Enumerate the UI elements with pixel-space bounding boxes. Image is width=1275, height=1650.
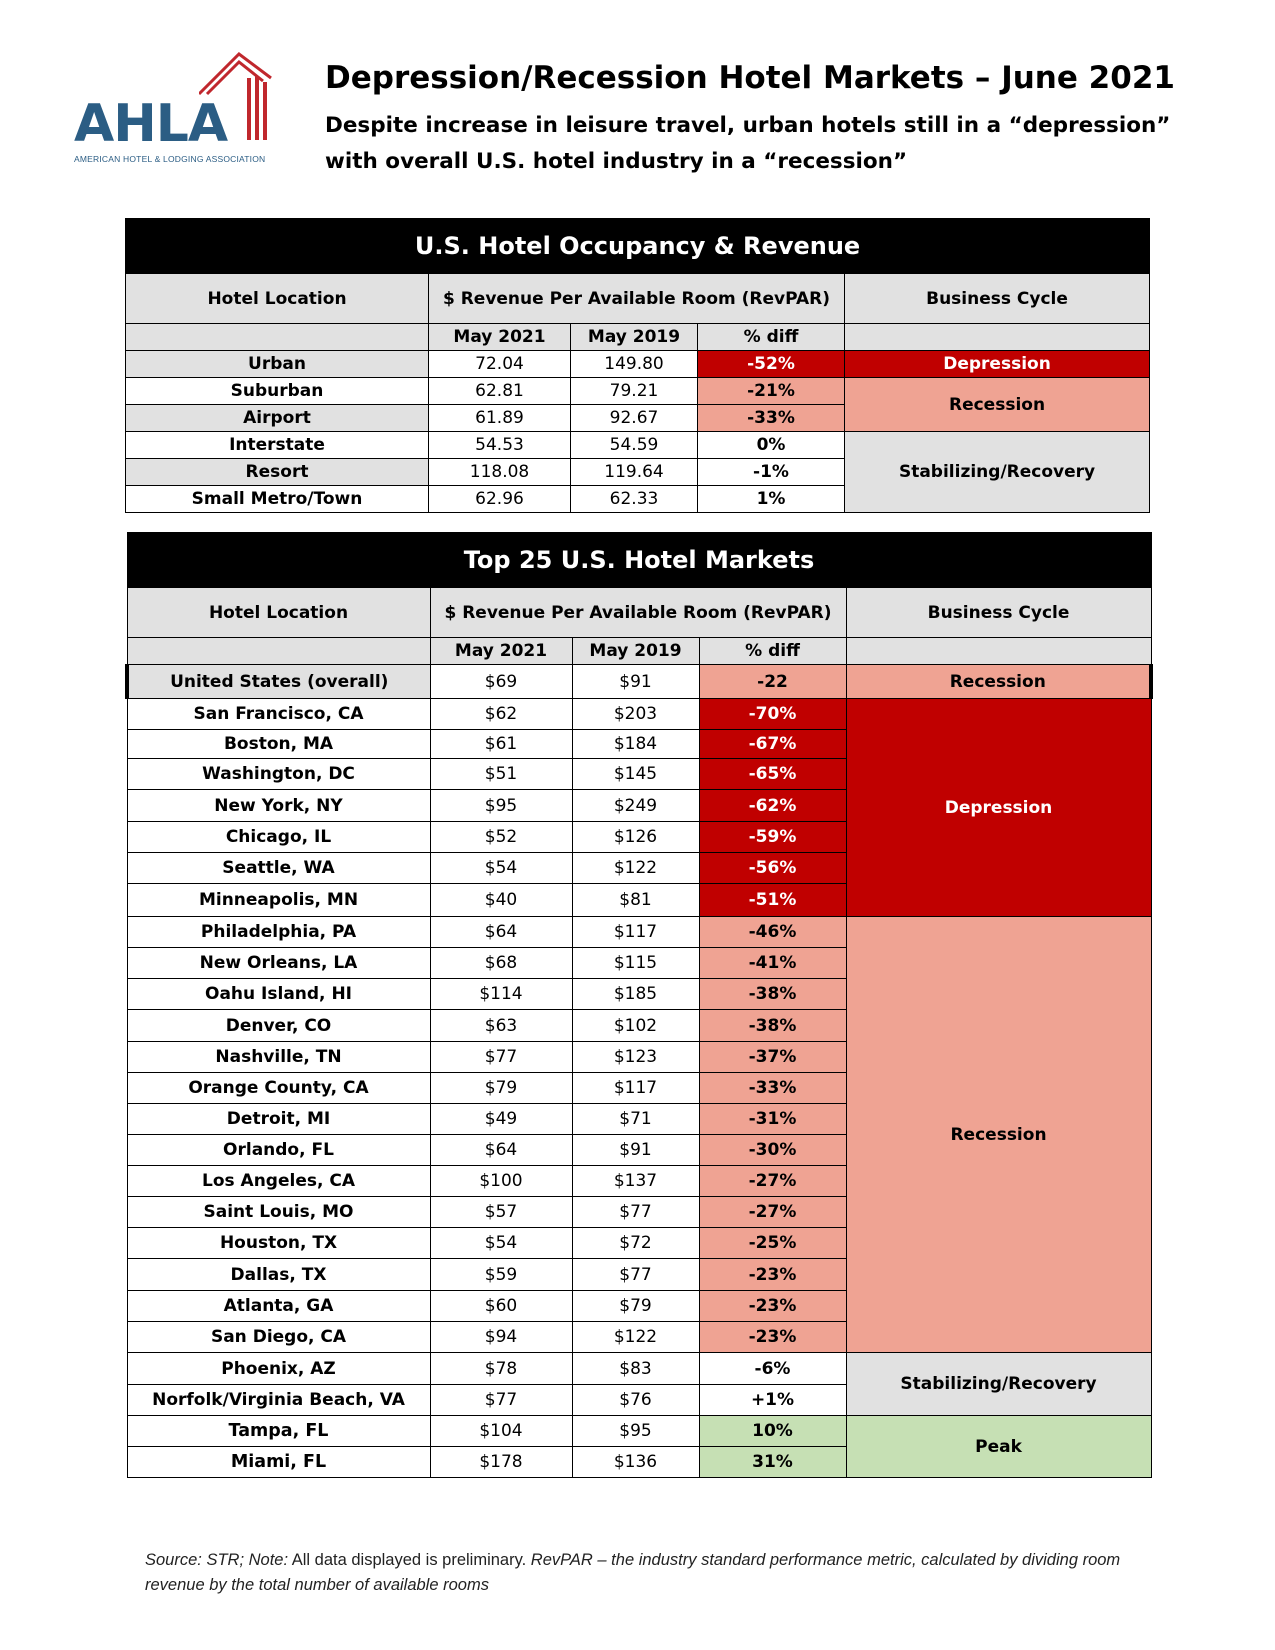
row-may-2021: $64 — [430, 1135, 572, 1166]
row-may-2019: 92.67 — [571, 405, 698, 432]
row-location: San Diego, CA — [127, 1322, 430, 1353]
table-row — [127, 1416, 1151, 1447]
row-may-2021: $57 — [430, 1197, 572, 1228]
row-diff: -52% — [698, 351, 845, 378]
row-diff: +1% — [699, 1385, 846, 1416]
overall-row — [127, 665, 1151, 699]
col-hotel-location: Hotel Location — [126, 274, 429, 324]
row-may-2019: $184 — [572, 730, 699, 759]
row-location: Saint Louis, MO — [127, 1197, 430, 1228]
row-may-2019: $81 — [572, 884, 699, 917]
row-may-2019: $77 — [572, 1197, 699, 1228]
row-diff: -51% — [699, 884, 846, 917]
row-location: Philadelphia, PA — [127, 917, 430, 948]
source-note — [145, 1548, 1145, 1598]
cycle-peak: Peak — [846, 1416, 1151, 1478]
col-may-2021: May 2021 — [429, 324, 571, 351]
cycle-recession: Recession — [846, 665, 1151, 699]
row-diff: -30% — [699, 1135, 846, 1166]
table-row — [127, 917, 1151, 948]
row-may-2019: $122 — [572, 853, 699, 884]
row-may-2019: $91 — [572, 1135, 699, 1166]
row-may-2021: $54 — [430, 1228, 572, 1259]
row-location: Miami, FL — [127, 1447, 430, 1478]
row-diff: -38% — [699, 979, 846, 1010]
row-may-2021: $60 — [430, 1291, 572, 1322]
row-location: Interstate — [126, 432, 429, 459]
row-diff: -37% — [699, 1042, 846, 1073]
row-may-2021: $61 — [430, 730, 572, 759]
table-row — [126, 351, 1150, 378]
row-may-2021: $178 — [430, 1447, 572, 1478]
row-may-2021: $104 — [430, 1416, 572, 1447]
row-may-2021: $77 — [430, 1042, 572, 1073]
row-location: Boston, MA — [127, 730, 430, 759]
row-may-2019: 119.64 — [571, 459, 698, 486]
col-may-2021: May 2021 — [430, 638, 572, 665]
top-25-markets-table — [125, 532, 1153, 1478]
row-diff: -62% — [699, 790, 846, 822]
row-may-2019: $95 — [572, 1416, 699, 1447]
row-may-2021: $68 — [430, 948, 572, 979]
row-may-2019: $122 — [572, 1322, 699, 1353]
row-location: Suburban — [126, 378, 429, 405]
row-location: San Francisco, CA — [127, 699, 430, 730]
row-location: Norfolk/Virginia Beach, VA — [127, 1385, 430, 1416]
row-diff: 10% — [699, 1416, 846, 1447]
col-revpar: $ Revenue Per Available Room (RevPAR) — [429, 274, 845, 324]
page-title: Depression/Recession Hotel Markets – June 2021 — [325, 60, 1175, 96]
row-diff: -23% — [699, 1322, 846, 1353]
col-may-2019: May 2019 — [572, 638, 699, 665]
cycle-depression: Depression — [845, 351, 1150, 378]
row-may-2021: $54 — [430, 853, 572, 884]
row-may-2021: 61.89 — [429, 405, 571, 432]
row-may-2019: $117 — [572, 1073, 699, 1104]
row-diff: -6% — [699, 1353, 846, 1385]
row-location: Denver, CO — [127, 1010, 430, 1042]
source-label: Source: STR; Note: — [145, 1551, 289, 1569]
row-may-2019: $115 — [572, 948, 699, 979]
row-diff: -25% — [699, 1228, 846, 1259]
row-may-2019: $76 — [572, 1385, 699, 1416]
row-diff: 0% — [698, 432, 845, 459]
row-may-2021: $62 — [430, 699, 572, 730]
row-diff: -27% — [699, 1197, 846, 1228]
table-row — [127, 1353, 1151, 1385]
row-diff: -56% — [699, 853, 846, 884]
col-business-cycle: Business Cycle — [845, 274, 1150, 324]
row-may-2021: $51 — [430, 759, 572, 790]
row-may-2019: $71 — [572, 1104, 699, 1135]
row-location: Phoenix, AZ — [127, 1353, 430, 1385]
row-location: Chicago, IL — [127, 822, 430, 853]
row-diff: -21% — [698, 378, 845, 405]
row-diff: -23% — [699, 1259, 846, 1291]
row-may-2021: $78 — [430, 1353, 572, 1385]
row-location: Tampa, FL — [127, 1416, 430, 1447]
table-row — [127, 699, 1151, 730]
row-may-2021: $79 — [430, 1073, 572, 1104]
table-title: Top 25 U.S. Hotel Markets — [127, 533, 1151, 588]
row-diff: -33% — [699, 1073, 846, 1104]
row-may-2021: $114 — [430, 979, 572, 1010]
row-location: Dallas, TX — [127, 1259, 430, 1291]
cycle-recession: Recession — [846, 917, 1151, 1353]
row-location: Small Metro/Town — [126, 486, 429, 513]
table-title: U.S. Hotel Occupancy & Revenue — [126, 219, 1150, 274]
row-may-2021: $59 — [430, 1259, 572, 1291]
row-may-2019: $203 — [572, 699, 699, 730]
row-may-2019: $126 — [572, 822, 699, 853]
row-may-2021: $64 — [430, 917, 572, 948]
cycle-depression: Depression — [846, 699, 1151, 917]
row-diff: -22 — [699, 665, 846, 699]
row-may-2021: $95 — [430, 790, 572, 822]
row-diff: -27% — [699, 1166, 846, 1197]
row-may-2019: $136 — [572, 1447, 699, 1478]
row-diff: -65% — [699, 759, 846, 790]
row-may-2021: $77 — [430, 1385, 572, 1416]
row-may-2021: 72.04 — [429, 351, 571, 378]
row-may-2021: 62.81 — [429, 378, 571, 405]
row-may-2019: $137 — [572, 1166, 699, 1197]
row-may-2021: 118.08 — [429, 459, 571, 486]
row-diff: 1% — [698, 486, 845, 513]
table-row — [126, 378, 1150, 405]
row-diff: -46% — [699, 917, 846, 948]
row-diff: -23% — [699, 1291, 846, 1322]
row-may-2019: 79.21 — [571, 378, 698, 405]
row-location: New York, NY — [127, 790, 430, 822]
row-diff: -59% — [699, 822, 846, 853]
row-may-2021: $63 — [430, 1010, 572, 1042]
row-location: United States (overall) — [127, 665, 430, 699]
col-hotel-location: Hotel Location — [127, 588, 430, 638]
row-may-2019: $72 — [572, 1228, 699, 1259]
ahla-logo — [74, 48, 274, 168]
row-diff: -41% — [699, 948, 846, 979]
row-diff: -67% — [699, 730, 846, 759]
logo-subtitle: AMERICAN HOTEL & LODGING ASSOCIATION — [74, 154, 266, 164]
row-diff: 31% — [699, 1447, 846, 1478]
row-may-2019: $123 — [572, 1042, 699, 1073]
row-may-2021: 62.96 — [429, 486, 571, 513]
row-may-2021: $69 — [430, 665, 572, 699]
row-location: Los Angeles, CA — [127, 1166, 430, 1197]
row-may-2021: $49 — [430, 1104, 572, 1135]
row-may-2021: $100 — [430, 1166, 572, 1197]
row-may-2021: $40 — [430, 884, 572, 917]
row-may-2019: 62.33 — [571, 486, 698, 513]
row-location: Nashville, TN — [127, 1042, 430, 1073]
row-location: Detroit, MI — [127, 1104, 430, 1135]
row-may-2019: $83 — [572, 1353, 699, 1385]
row-may-2019: $91 — [572, 665, 699, 699]
row-location: New Orleans, LA — [127, 948, 430, 979]
row-location: Orlando, FL — [127, 1135, 430, 1166]
row-may-2019: $102 — [572, 1010, 699, 1042]
note-text: All data displayed is preliminary. — [288, 1551, 531, 1569]
row-diff: -31% — [699, 1104, 846, 1135]
col-revpar: $ Revenue Per Available Room (RevPAR) — [430, 588, 846, 638]
row-may-2019: $145 — [572, 759, 699, 790]
revpar-definition: RevPAR – the industry standard performance metric, calculated by dividing room revenue by the total number of available rooms — [145, 1551, 1121, 1594]
row-location: Resort — [126, 459, 429, 486]
row-may-2019: 54.59 — [571, 432, 698, 459]
row-location: Seattle, WA — [127, 853, 430, 884]
row-location: Washington, DC — [127, 759, 430, 790]
row-location: Airport — [126, 405, 429, 432]
row-diff: -38% — [699, 1010, 846, 1042]
cycle-stabilizing: Stabilizing/Recovery — [845, 432, 1150, 513]
row-may-2019: $185 — [572, 979, 699, 1010]
row-location: Minneapolis, MN — [127, 884, 430, 917]
page-subtitle: Despite increase in leisure travel, urban hotels still in a “depression” with overall U.S. hotel industry in a “recession” — [325, 113, 1171, 174]
row-diff: -70% — [699, 699, 846, 730]
row-location: Oahu Island, HI — [127, 979, 430, 1010]
row-location: Houston, TX — [127, 1228, 430, 1259]
row-may-2021: $94 — [430, 1322, 572, 1353]
row-may-2019: 149.80 — [571, 351, 698, 378]
cycle-recession: Recession — [845, 378, 1150, 432]
row-may-2019: $79 — [572, 1291, 699, 1322]
row-diff: -1% — [698, 459, 845, 486]
col-may-2019: May 2019 — [571, 324, 698, 351]
row-may-2019: $249 — [572, 790, 699, 822]
cycle-stabilizing: Stabilizing/Recovery — [846, 1353, 1151, 1416]
col-pct-diff: % diff — [699, 638, 846, 665]
table-row — [126, 432, 1150, 459]
row-location: Atlanta, GA — [127, 1291, 430, 1322]
col-pct-diff: % diff — [698, 324, 845, 351]
occupancy-revenue-table — [125, 218, 1150, 513]
col-business-cycle: Business Cycle — [846, 588, 1151, 638]
row-location: Orange County, CA — [127, 1073, 430, 1104]
row-diff: -33% — [698, 405, 845, 432]
row-location: Urban — [126, 351, 429, 378]
row-may-2019: $117 — [572, 917, 699, 948]
row-may-2021: $52 — [430, 822, 572, 853]
logo-wordmark: AHLA — [74, 94, 228, 154]
row-may-2021: 54.53 — [429, 432, 571, 459]
row-may-2019: $77 — [572, 1259, 699, 1291]
